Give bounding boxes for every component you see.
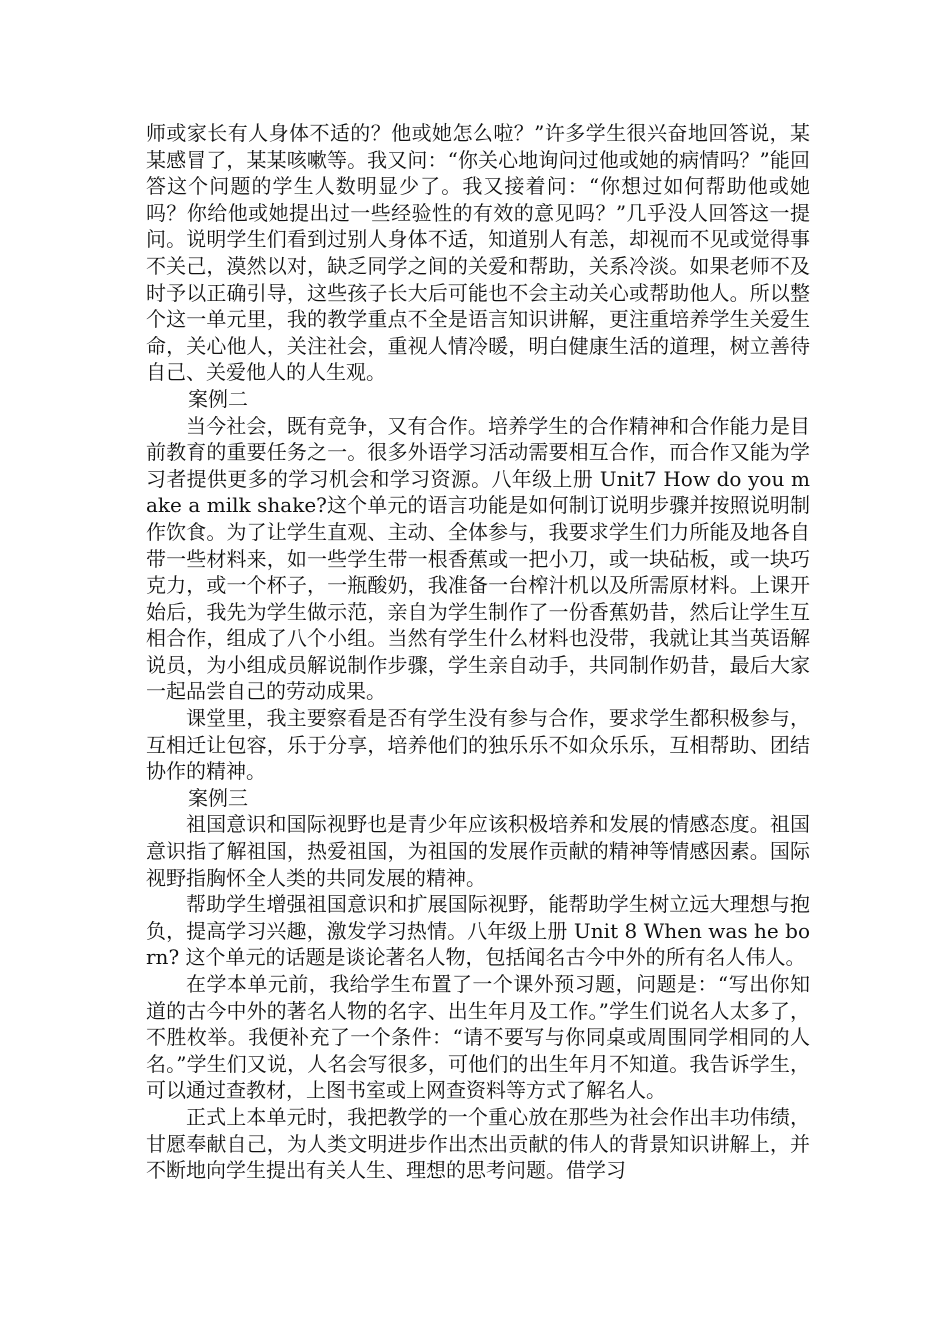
paragraph-case3-unit8: 帮助学生增强祖国意识和扩展国际视野，能帮助学生树立远大理想与抱负，提高学习兴趣，激发学习热情。八年级上册 Unit 8 When was he born? 这个单元的话题是谈论著名人物，包括闻名古今中外的所有名人伟人。: [146, 892, 810, 970]
paragraph-case3-preview: 在学本单元前，我给学生布置了一个课外预习题，问题是：“写出你知道的古今中外的著名人物的名字、出生年月及工作。”学生们说名人太多了，不胜枚举。我便补充了一个条件：“请不要写与你同桌或周围同学相同的人名。”学生们又说，人名会写很多，可他们的出生年月不知道。我告诉学生，可以通过查教材，上图书室或上网查资料等方式了解名人。: [146, 972, 810, 1103]
paragraph-case3-teaching: 正式上本单元时，我把教学的一个重心放在那些为社会作出丰功伟绩，甘愿奉献自己，为人类文明进步作出杰出贡献的伟人的背景知识讲解上，并不断地向学生提出有关人生、理想的思考问题。借学习: [146, 1104, 810, 1183]
section-heading-case3: 案例三: [188, 785, 248, 810]
document-page: [146, 120, 810, 1184]
paragraph-case1-continuation: 师或家长有人身体不适的？他或她怎么啦？”许多学生很兴奋地回答说，某某感冒了，某某咳嗽等。我又问：“你关心地询问过他或她的病情吗？”能回答这个问题的学生人数明显少了。我又接着问：“你想过如何帮助他或她吗？你给他或她提出过一些经验性的有效的意见吗？”几乎没人回答这一提问。说明学生们看到过别人身体不适，知道别人有恙，却视而不见或觉得事不关己，漠然以对，缺乏同学之间的关爱和帮助，关系冷淡。如果老师不及时予以正确引导，这些孩子长大后可能也不会主动关心或帮助他人。所以整个这一单元里，我的教学重点不全是语言知识讲解，更注重培养学生关爱生命，关心他人，关注社会，重视人情冷暖，明白健康生活的道理，树立善待自己、关爱他人的人生观。: [146, 121, 810, 385]
paragraph-case2-intro: 当今社会，既有竞争，又有合作。培养学生的合作精神和合作能力是目前教育的重要任务之一。很多外语学习活动需要相互合作，而合作又能为学习者提供更多的学习机会和学习资源。八年级上册 Unit7 How do you make a milk shake?这个单元的语言功能是如何制订说明步骤并按照说明制作饮食。为了让学生直观、主动、全体参与，我要求学生们力所能及地各自带一些材料来，如一些学生带一根香蕉或一把小刀，或一块砧板，或一块巧克力，或一个杯子，一瓶酸奶，我准备一台榨汁机以及所需原材料。上课开始后，我先为学生做示范，亲自为学生制作了一份香蕉奶昔，然后让学生互相合作，组成了八个小组。当然有学生什么材料也没带，我就让其当英语解说员，为小组成员解说制作步骤，学生亲自动手，共同制作奶昔，最后大家一起品尝自己的劳动成果。: [146, 413, 810, 704]
section-heading-case2: 案例二: [188, 386, 248, 411]
paragraph-case3-intro: 祖国意识和国际视野也是青少年应该积极培养和发展的情感态度。祖国意识指了解祖国，热爱祖国，为祖国的发展作贡献的精神等情感因素。国际视野指胸怀全人类的共同发展的精神。: [146, 812, 810, 890]
paragraph-case2-classroom: 课堂里，我主要察看是否有学生没有参与合作，要求学生都积极参与，互相迁让包容，乐于分享，培养他们的独乐乐不如众乐乐，互相帮助、团结协作的精神。: [146, 706, 810, 784]
